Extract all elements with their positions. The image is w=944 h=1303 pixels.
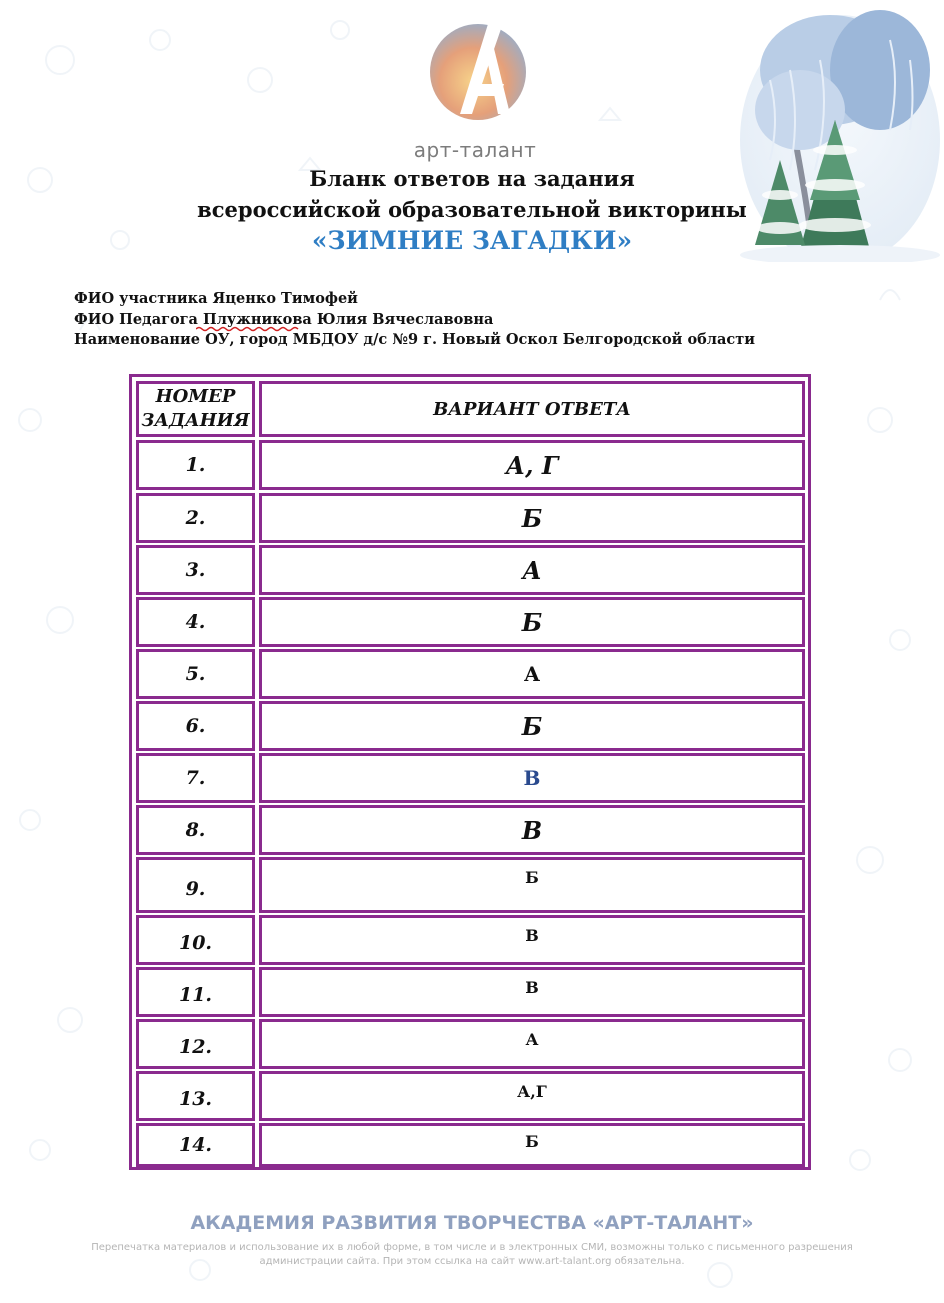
table-row	[132, 857, 808, 913]
task-number: 9.	[136, 857, 255, 913]
answers-table	[129, 374, 811, 1170]
answer-value: А,Г	[259, 1071, 805, 1121]
participant-name: ФИО участника Яценко Тимофей	[74, 290, 358, 307]
answer-value: Б	[259, 597, 805, 647]
teacher-rest: Юлия Вячеславовна	[311, 311, 494, 328]
task-number: 10.	[136, 915, 255, 965]
task-number: 12.	[136, 1019, 255, 1069]
task-number: 5.	[136, 649, 255, 699]
answer-value: А	[259, 649, 805, 699]
table-row	[132, 915, 808, 965]
table-row	[132, 597, 808, 647]
table-row	[132, 545, 808, 595]
winter-trees-illustration	[740, 0, 940, 262]
footer-note: Перепечатка материалов и использование их в любой форме, в том числе и в электронных СМИ, возможны только с письменного разрешения администрации сайта. При этом ссылка на сайт www.art-talant.org обязательна.	[91, 1242, 853, 1267]
table-row	[132, 1019, 808, 1069]
quiz-title: «ЗИМНИЕ ЗАГАДКИ»	[311, 226, 633, 255]
teacher-surname: Плужникова	[203, 311, 312, 328]
task-number: 11.	[136, 967, 255, 1017]
teacher-prefix: ФИО Педагога	[74, 311, 203, 328]
table-row	[132, 493, 808, 543]
answer-value: В	[259, 967, 805, 1017]
answer-value: В	[259, 753, 805, 803]
task-number: 14.	[136, 1123, 255, 1167]
task-number: 4.	[136, 597, 255, 647]
table-row	[132, 1071, 808, 1121]
table-row	[132, 649, 808, 699]
table-row	[132, 967, 808, 1017]
title-line-2: всероссийской образовательной викторины	[197, 197, 747, 222]
footer-title: АКАДЕМИЯ РАЗВИТИЯ ТВОРЧЕСТВА «АРТ-ТАЛАНТ»	[190, 1212, 754, 1234]
table-row	[132, 805, 808, 855]
table-row	[132, 1123, 808, 1167]
header-num-line2: ЗАДАНИЯ	[141, 410, 250, 431]
answer-value: Б	[259, 493, 805, 543]
header-answer: ВАРИАНТ ОТВЕТА	[259, 381, 805, 437]
answer-value: Б	[259, 857, 805, 913]
header-num-line1: НОМЕР	[155, 386, 236, 407]
logo-text: арт-талант	[413, 138, 537, 162]
table-header-row	[132, 381, 808, 437]
header-task-number	[136, 381, 255, 437]
answer-value: А	[259, 1019, 805, 1069]
table-row	[132, 753, 808, 803]
task-number: 8.	[136, 805, 255, 855]
task-number: 3.	[136, 545, 255, 595]
table-row	[132, 440, 808, 490]
answer-value: В	[259, 805, 805, 855]
table-row	[132, 701, 808, 751]
answer-value: А	[259, 545, 805, 595]
answer-value: Б	[259, 1123, 805, 1167]
task-number: 13.	[136, 1071, 255, 1121]
answer-value: Б	[259, 701, 805, 751]
art-talant-logo	[420, 14, 540, 124]
task-number: 6.	[136, 701, 255, 751]
task-number: 7.	[136, 753, 255, 803]
task-number: 2.	[136, 493, 255, 543]
school-name: Наименование ОУ, город МБДОУ д/с №9 г. Новый Оскол Белгородской области	[74, 331, 755, 348]
answer-value: В	[259, 915, 805, 965]
title-line-1: Бланк ответов на задания	[309, 166, 635, 191]
task-number: 1.	[136, 440, 255, 490]
answer-value: А, Г	[259, 440, 805, 490]
